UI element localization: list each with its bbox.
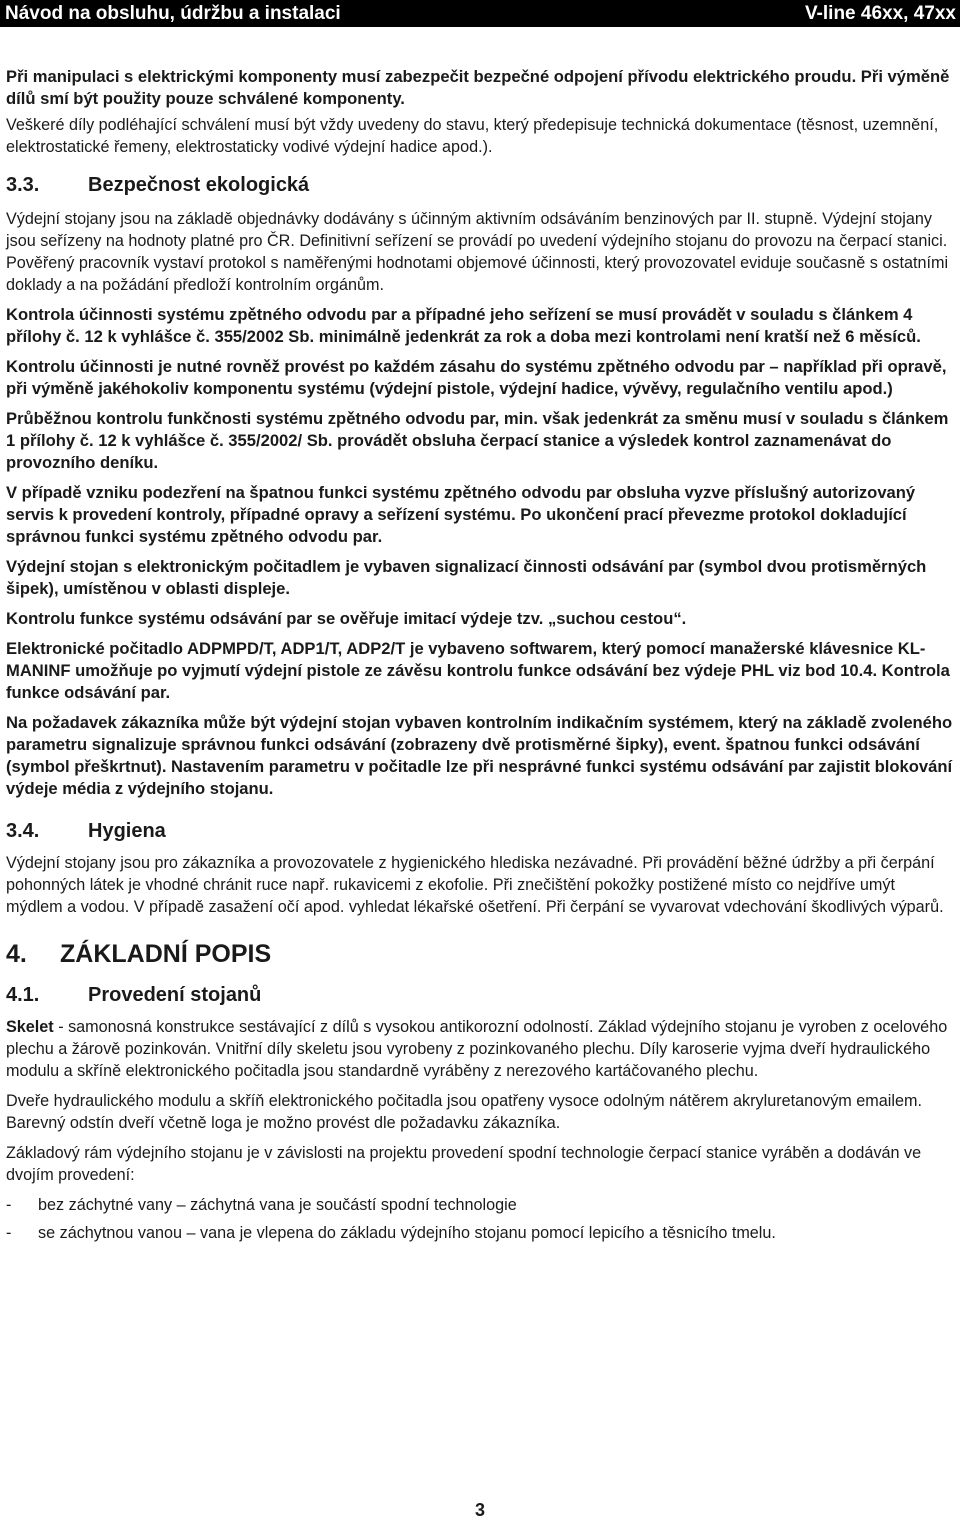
paragraph-ongoing-check: Průběžnou kontrolu funkčnosti systému zpětného odvodu par, min. však jedenkrát za směnu musí v souladu s článkem 1 přílohy č. 12 k vyhlášce č. 355/2002/ Sb. provádět obsluha čerpací stanice a výsledek kontrol zaznamenávat do provozního deníku. (6, 409, 949, 472)
paragraph-indicator-system: Na požadavek zákazníka může být výdejní stojan vybaven kontrolním indikačním systémem, který na základě zvoleného parametru signalizuje správnou funkci odsávání (zobrazeny dvě protisměrné šipky), event. špatnou funkci odsávání (symbol přeškrtnut). Nastavením parametru v počitadle lze při nesprávné funkci systému odsávání par zajistit blokování výdeje média z výdejního stojanu. (6, 713, 953, 798)
section-heading-3-4 (6, 818, 954, 844)
skeleton-text: - samonosná konstrukce sestávající z dílů s vysokou antikorozní odolností. Základ výdejního stojanu je vyroben z ocelového plechu a žárově pozinkován. Vnitřní díly skeletu jsou vyrobeny z pozinkovaného plechu. Díly karoserie vyjma dveří hydraulického modulu a skříně elektronického počitadla jsou standardně vyráběny z nerezového kartáčovaného plechu. (6, 1018, 948, 1080)
section-number: 3.4. (6, 820, 40, 842)
list-text: se záchytnou vanou – vana je vlepena do základu výdejního stojanu pomocí lepicího a těsnicího tmelu. (38, 1224, 776, 1242)
list-text: bez záchytné vany – záchytná vana je součástí spodní technologie (38, 1196, 517, 1214)
paragraph-malfunction: V případě vzniku podezření na špatnou funkci systému zpětného odvodu par obsluha vyzve příslušný autorizovaný servis k provedení kontroly, případné opravy a seřízení systému. Po ukončení prací převezme protokol dokladující správnou funkci systému zpětného odvodu par. (6, 483, 916, 546)
list-item (6, 1222, 954, 1244)
list-dash: - (6, 1196, 12, 1214)
section-title: ZÁKLADNÍ POPIS (60, 940, 272, 968)
paragraph-hygiene: Výdejní stojany jsou pro zákazníka a provozovatele z hygienického hlediska nezávadné. Při provádění běžné údržby a při čerpání pohonných látek je vhodné chránit ruce např. rukavicemi z ekofolie. Při znečištění pokožky postižené místo co nejdříve umýt mýdlem a vodou. V případě zasažení očí apod. vyhledat lékařské ošetření. Při čerpání se vyvarovat vdechování škodlivých výparů. (6, 854, 944, 916)
section-title: Hygiena (88, 820, 166, 842)
paragraph-doors-paint: Dveře hydraulického modulu a skříň elektronického počitadla jsou opatřeny vysoce odolným nátěrem akryluretanovým emailem. Barevný odstín dveří včetně loga je možno provést dle požadavku zákazníka. (6, 1092, 922, 1132)
paragraph-vapor-recovery: Výdejní stojany jsou na základě objednávky dodávány s účinným aktivním odsáváním benzinových par II. stupně. Výdejní stojany jsou seřízeny na hodnoty platné pro ČR. Definitivní seřízení se provádí po uvedení výdejního stojanu do provozu na čerpací stanici. Pověřený pracovník vystaví protokol s naměřenými hodnotami objemové účinnosti, který provozovatel eviduje současně s ostatními doklady a na požádání předloží kontrolním orgánům. (6, 210, 949, 294)
page-content (6, 66, 954, 1244)
list-dash: - (6, 1224, 12, 1242)
list-item (6, 1194, 954, 1216)
paragraph-electrical-warning: Při manipulaci s elektrickými komponenty musí zabezpečit bezpečné odpojení přívodu elektrického proudu. Při výměně dílů smí být použity pouze schválené komponenty. (6, 67, 950, 108)
paragraph-inspection-interval: Kontrola účinnosti systému zpětného odvodu par a případné jeho seřízení se musí provádět v souladu s článkem 4 přílohy č. 12 k vyhlášce č. 355/2002 Sb. minimálně jedenkrát za rok a doba mezi kontrolami není kratší než 6 měsíců. (6, 305, 921, 346)
paragraph-skeleton (6, 1016, 954, 1082)
header-model: V-line 46xx, 47xx (804, 2, 956, 24)
page-header (0, 0, 960, 27)
section-heading-3-3 (6, 172, 954, 198)
section-number: 4.1. (6, 984, 40, 1006)
section-heading-4-1 (6, 982, 954, 1008)
paragraph-inspection-after-repair: Kontrolu účinnosti je nutné rovněž provést po každém zásahu do systému zpětného odvodu par – například při opravě, při výměně jakéhokoliv komponentu systému (výdejní pistole, výdejní hadice, vývěvy, regulačního ventilu apod.) (6, 357, 947, 398)
section-title: Bezpečnost ekologická (88, 174, 310, 196)
section-title: Provedení stojanů (88, 984, 262, 1006)
paragraph-signalization: Výdejní stojan s elektronickým počitadlem je vybaven signalizací činnosti odsávání par (symbol dvou protisměrných šipek), umístěnou v oblasti displeje. (6, 557, 927, 598)
section-number: 4. (6, 940, 27, 968)
paragraph-base-frame: Základový rám výdejního stojanu je v závislosti na projektu provedení spodní technologie čerpací stanice vyráběn a dodáván ve dvojím provedení: (6, 1144, 922, 1184)
section-heading-4 (6, 938, 954, 970)
skeleton-label: Skelet (6, 1018, 54, 1036)
page-number: 3 (474, 1500, 485, 1520)
paragraph-approved-parts: Veškeré díly podléhající schválení musí být vždy uvedeny do stavu, který předepisuje technická dokumentace (těsnost, uzemnění, elektrostatické řemeny, elektrostaticky vodivé výdejní hadice apod.). (6, 116, 939, 156)
paragraph-electronic-counter: Elektronické počitadlo ADPMPD/T, ADP1/T, ADP2/T je vybaveno softwarem, který pomocí manažerské klávesnice KL-MANINF umožňuje po vyjmutí výdejní pistole ze závěsu kontrolu funkce odsávání bez výdeje PHL viz bod 10.4. Kontrola funkce odsávání par. (6, 639, 950, 702)
paragraph-dry-test: Kontrolu funkce systému odsávání par se ověřuje imitací výdeje tzv. „suchou cestou“. (6, 609, 687, 628)
section-number: 3.3. (6, 174, 40, 196)
header-title: Návod na obsluhu, údržbu a instalaci (5, 2, 341, 24)
